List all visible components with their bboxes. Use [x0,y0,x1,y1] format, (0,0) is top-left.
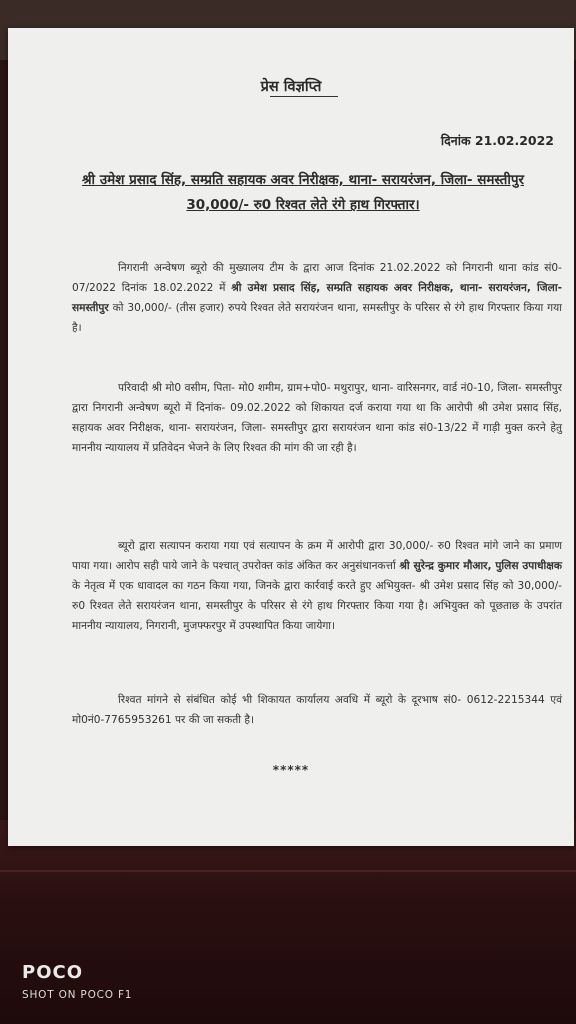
paragraph-1-text-a: निगरानी अन्वेषण ब्यूरो की मुख्यालय टीम के द्वारा आज दिनांक 21.02.2022 को निगरानी थाना कांड सं0-07/2022 दिनांक 18.02.2022 में [72,262,562,294]
paragraph-3-text-a: ब्यूरो द्वारा सत्यापन कराया गया एवं सत्यापन के क्रम में आरोपी द्वारा 30,000/- रु0 रिश्वत मांगे जाने का प्रमाण पाया गया। आरोप सही पाये जाने के पश्चात् उपरोक्त कांड अंकित कर अनुसंधानकर्त्ता [72,540,562,572]
headline: श्री उमेश प्रसाद सिंह, सम्प्रति सहायक अवर निरीक्षक, थाना- सरायरंजन, जिला- समस्तीपुर 30,000/- रु0 रिश्वत लेते रंगे हाथ गिरफ्तार। [81,172,525,213]
paragraph-4: रिश्वत मांगने से संबंधित कोई भी शिकायत कार्यालय अवधि में ब्यूरो के दूरभाष सं0- 0612-2215344 एवं मो0नं0-7765953261 पर की जा सकती है। [72,694,562,726]
paragraph-1 [72,258,562,338]
paragraph-3 [72,536,562,636]
paragraph-1-text-c: को 30,000/- (तीस हजार) रुपये रिश्वत लेते सरायरंजन थाना, समस्तीपुर के परिसर से रंगे हाथ गिरफ्तार किया गया है। [72,302,562,334]
paragraph-3-officer-name: श्री सुरेन्द्र कुमार मौआर, पुलिस उपाधीक्षक [399,560,562,572]
end-mark: ***** [272,763,310,777]
camera-watermark-subtitle: SHOT ON POCO F1 [22,989,133,1001]
paragraph-1-accused-name: श्री उमेश प्रसाद सिंह, सम्प्रति सहायक अवर निरीक्षक, थाना- सरायरंजन, जिला- समस्तीपुर [72,282,562,314]
camera-watermark-brand: POCO [22,962,84,983]
release-date: दिनांक 21.02.2022 [440,133,554,148]
press-release-sheet [8,28,574,846]
paragraph-3-text-c: के नेतृत्व में एक धावादल का गठन किया गया, जिनके द्वारा कार्रवाई करते हुए अभियुक्त- श्री उमेश प्रसाद सिंह को 30,000/- रु0 रिश्वत लेते सरायरंजन थाना, समस्तीपुर के परिसर से रंगे हाथ गिरफ्तार किया गया है। अभियुक्त को पूछताछ के उपरांत माननीय न्यायालय, निगरानी, मुजफ्फरपुर में उपस्थापित किया जायेगा। [72,580,562,632]
paragraph-2: परिवादी श्री मो0 वसीम, पिता- मो0 शमीम, ग्राम+पो0- मथुरापुर, थाना- वारिसनगर, वार्ड नं0-10, जिला- समस्तीपुर द्वारा निगरानी अन्वेषण ब्यूरो में दिनांक- 09.02.2022 को शिकायत दर्ज कराया गया था कि आरोपी श्री उमेश प्रसाद सिंह, सहायक अवर निरीक्षक, थाना- सरायरंजन, जिला- समस्तीपुर द्वारा सरायरंजन थाना कांड सं0-13/22 में गाड़ी मुक्त करने हेतु माननीय न्यायालय में प्रतिवेदन भेजने के लिए रिश्वत की मांग की जा रही है। [72,382,562,454]
page-title: प्रेस विज्ञप्ति [260,79,322,95]
title-underline [270,96,338,97]
surface-edge [0,870,576,872]
